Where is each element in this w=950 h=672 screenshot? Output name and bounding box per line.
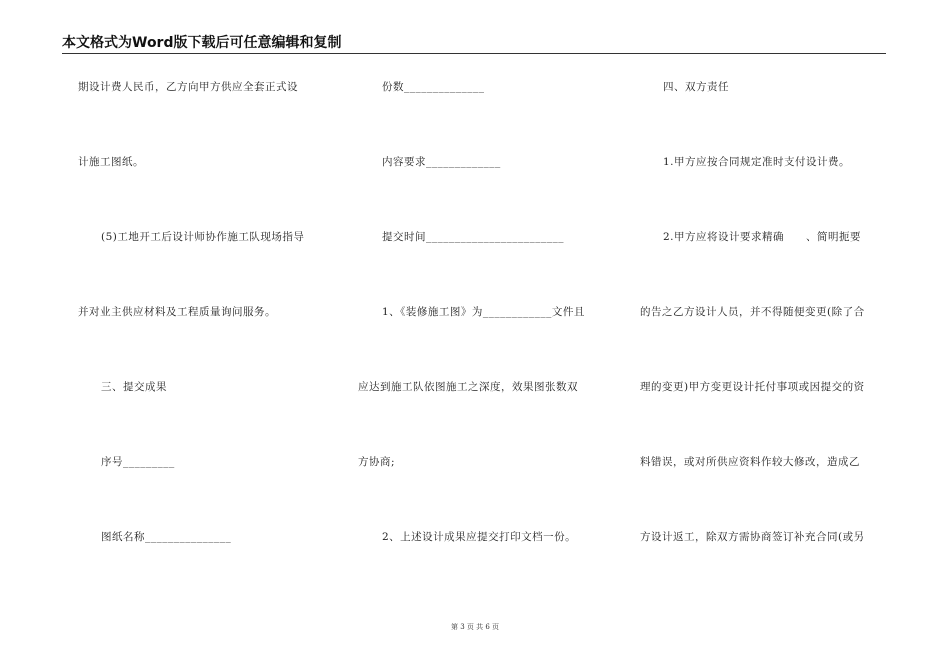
page-number: 第 3 页 共 6 页: [450, 623, 500, 631]
text-line: 方协商;: [358, 456, 396, 468]
text-line: 2.甲方应将设计要求精确 、简明扼要: [663, 231, 862, 243]
text-line: 应达到施工队依图施工之深度，效果图张数双: [358, 381, 578, 393]
text-line: 期设计费人民币，乙方向甲方供应全套正式设: [78, 81, 298, 93]
text-line: 并对业主供应材料及工程质量询问服务。: [78, 306, 276, 318]
text-line: 计施工图纸。: [78, 156, 144, 168]
section-heading: 三、提交成果: [101, 381, 167, 393]
text-line: 提交时间________________________: [382, 231, 564, 243]
text-line: 2、上述设计成果应提交打印文档一份。: [382, 531, 577, 543]
section-heading: 四、双方责任: [663, 81, 729, 93]
text-line: 图纸名称_______________: [101, 531, 232, 543]
text-line: 内容要求_____________: [382, 156, 501, 168]
text-line: 1.甲方应按合同规定准时支付设计费。: [663, 156, 851, 168]
text-line: 料错误，或对所供应资料作较大修改，造成乙: [640, 456, 860, 468]
text-line: 份数______________: [382, 81, 485, 93]
text-line: 方设计返工，除双方需协商签订补充合同(或另: [640, 531, 865, 543]
text-line: 理的变更)甲方变更设计托付事项或因提交的资: [640, 381, 865, 393]
text-line: 序号_________: [101, 456, 175, 468]
text-line: 1、《装修施工图》为____________文件且: [382, 306, 585, 318]
page-header: [62, 35, 886, 54]
header-title: 本文格式为Word版下载后可任意编辑和复制: [62, 35, 342, 51]
text-line: 的告之乙方设计人员，并不得随便变更(除了合: [640, 306, 865, 318]
text-line: (5)工地开工后设计师协作施工队现场指导: [101, 231, 305, 243]
